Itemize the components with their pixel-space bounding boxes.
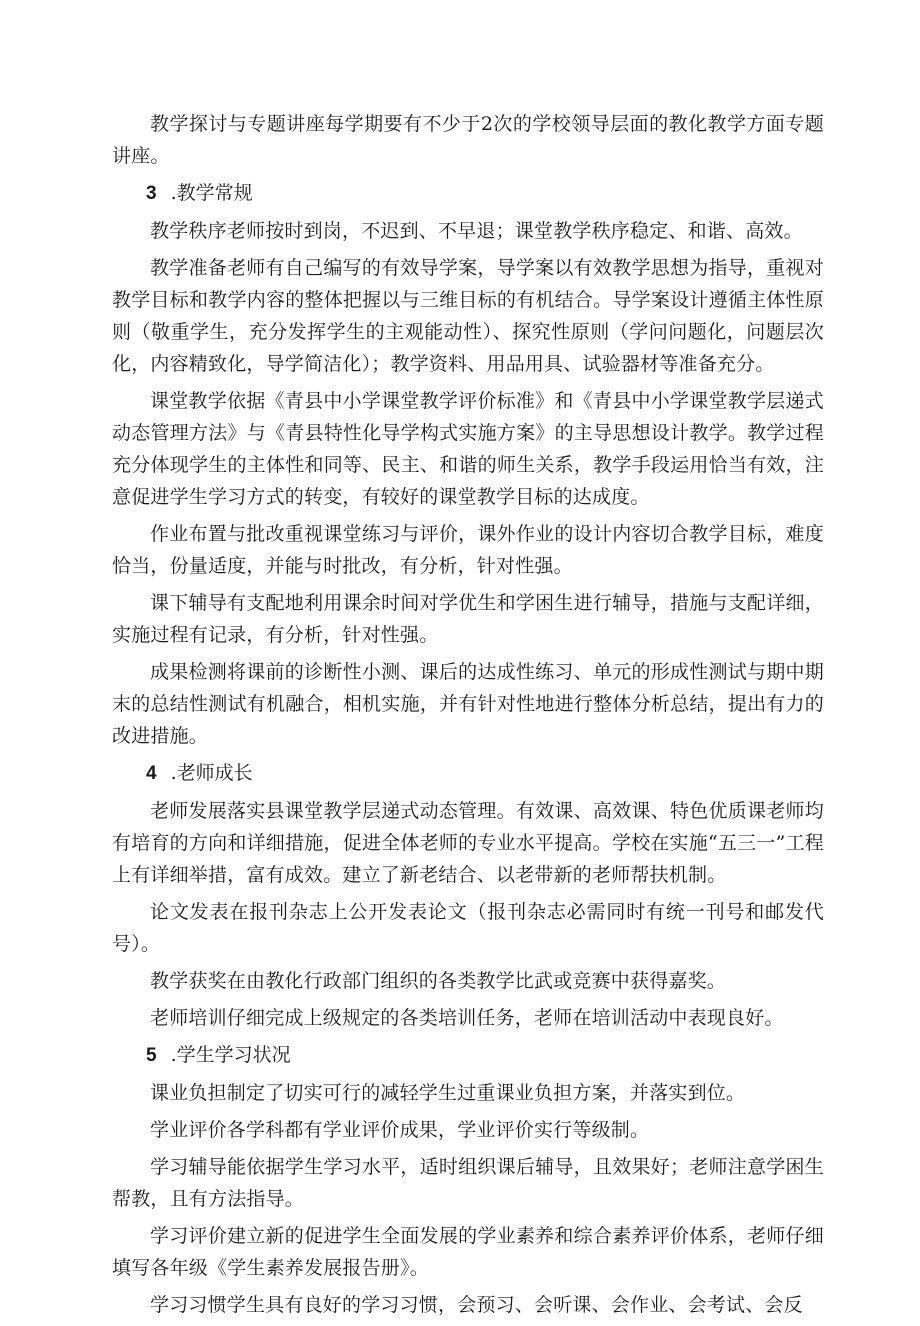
paragraph: 学业评价各学科都有学业评价成果，学业评价实行等级制。 bbox=[150, 1119, 650, 1141]
paragraph: 学习辅导能依据学生学习水平，适时组织课后辅导，且效果好；老师注意学困生帮教，且有方法指导。 bbox=[112, 1156, 824, 1210]
section-title: .学生学习状况 bbox=[170, 1044, 291, 1066]
paragraph: 成果检测将课前的诊断性小测、课后的达成性练习、单元的形成性测试与期中期末的总结性测试有机融合，相机实施，并有针对性地进行整体分析总结，提出有力的改进措施。 bbox=[112, 661, 824, 747]
paragraph: 教学秩序老师按时到岗，不迟到、不早退；课堂教学秩序稳定、和谐、高效。 bbox=[150, 220, 803, 242]
paragraph: 教学准备老师有自己编写的有效导学案，导学案以有效教学思想为指导，重视对教学目标和教学内容的整体把握以与三维目标的有机结合。导学案设计遵循主体性原则（敬重学生，充分发挥学生的主观能动性）、探究性原则（学问问题化，问题层次化，内容精致化，导学简洁化）；教学资料、用品用具、试验器材等准备充分。 bbox=[112, 257, 824, 375]
paragraph: 课堂教学依据《青县中小学课堂教学评价标准》和《青县中小学课堂教学层递式动态管理方法》与《青县特性化导学构式实施方案》的主导思想设计教学。教学过程充分体现学生的主体性和同等、民主、和谐的师生关系，教学手段运用恰当有效，注意促进学生学习方式的转变，有较好的课堂教学目标的达成度。 bbox=[112, 390, 824, 508]
document-body bbox=[112, 108, 824, 1326]
paragraph: 老师发展落实县课堂教学层递式动态管理。有效课、高效课、特色优质课老师均有培育的方向和详细措施，促进全体老师的专业水平提高。学校在实施“五三一”工程上有详细举措，富有成效。建立了新老结合、以老带新的老师帮扶机制。 bbox=[112, 800, 824, 886]
paragraph: 老师培训仔细完成上级规定的各类培训任务，老师在培训活动中表现良好。 bbox=[150, 1007, 784, 1029]
section-number: 4 bbox=[146, 763, 157, 784]
section-heading bbox=[112, 177, 824, 210]
section-heading bbox=[112, 1039, 824, 1072]
section-title: .老师成长 bbox=[170, 762, 253, 784]
paragraph: 教学探讨与专题讲座每学期要有不少于2次的学校领导层面的教化教学方面专题讲座。 bbox=[112, 113, 824, 167]
paragraph: 课下辅导有支配地利用课余时间对学优生和学困生进行辅导，措施与支配详细，实施过程有记录，有分析，针对性强。 bbox=[112, 592, 824, 646]
section-number: 3 bbox=[146, 183, 157, 204]
paragraph: 学习习惯学生具有良好的学习习惯，会预习、会听课、会作业、会考试、会反 bbox=[150, 1294, 803, 1316]
section-number: 5 bbox=[146, 1045, 157, 1066]
section-heading bbox=[112, 757, 824, 790]
paragraph: 论文发表在报刊杂志上公开发表论文（报刊杂志必需同时有统一刊号和邮发代号）。 bbox=[112, 901, 824, 955]
paragraph: 作业布置与批改重视课堂练习与评价，课外作业的设计内容切合教学目标，难度恰当，份量适度，并能与时批改，有分析，针对性强。 bbox=[112, 523, 824, 577]
paragraph: 教学获奖在由教化行政部门组织的各类教学比武或竞赛中获得嘉奖。 bbox=[150, 970, 727, 992]
paragraph: 课业负担制定了切实可行的减轻学生过重课业负担方案，并落实到位。 bbox=[150, 1082, 746, 1104]
paragraph: 学习评价建立新的促进学生全面发展的学业素养和综合素养评价体系，老师仔细填写各年级《学生素养发展报告册》。 bbox=[112, 1225, 824, 1279]
section-title: .教学常规 bbox=[170, 182, 253, 204]
